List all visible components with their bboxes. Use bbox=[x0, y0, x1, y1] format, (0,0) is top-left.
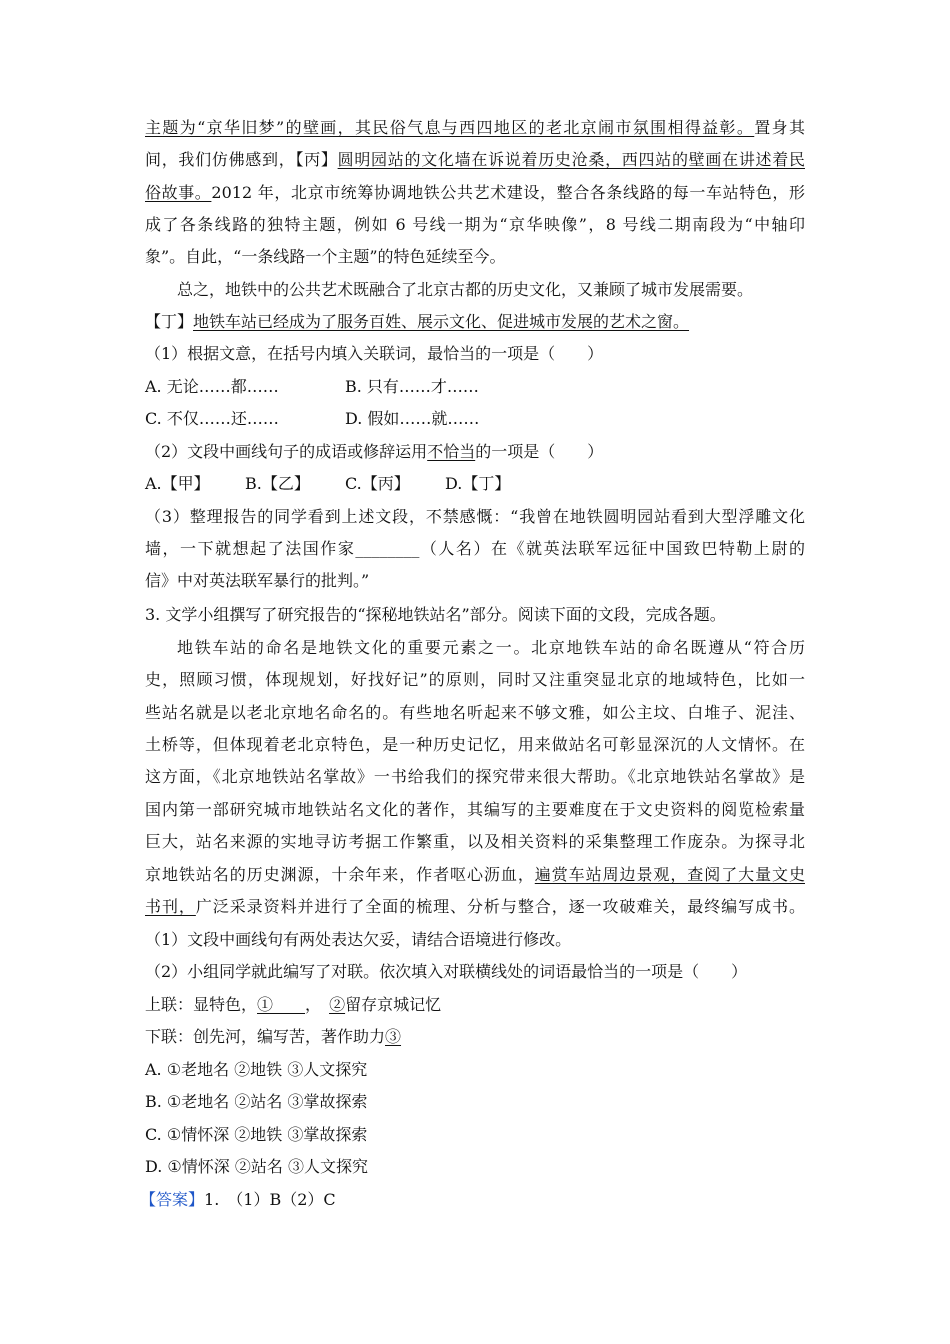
s3-line-9 bbox=[145, 896, 805, 920]
text: 京地铁站名的历史渊源，十余年来，作者呕心沥血， bbox=[145, 865, 535, 884]
option-d: D. 假如……就…… bbox=[345, 409, 480, 428]
underlined-word: 不恰当 bbox=[427, 442, 476, 461]
underlined-sentence: 主题为“京华旧梦”的壁画，其民俗气息与西四地区的老北京闹市氛围相得益彰。 bbox=[145, 118, 755, 137]
couplet-upper bbox=[145, 994, 441, 1018]
question-3-1: （1）文段中画线句有两处表达欠妥，请结合语境进行修改。 bbox=[145, 930, 572, 949]
section-3-title: 3. 文学小组撰写了研究报告的“探秘地铁站名”部分。阅读下面的文段，完成各题。 bbox=[145, 605, 726, 624]
s3-line-3: 些站名就是以老北京地名命名的。有些地名听起来不够文雅，如公主坟、白堆子、泥洼、 bbox=[145, 703, 805, 722]
s3-line-2: 史，照顾习惯，体现规划，好找好记”的原则，同时又注重突显北京的地域特色，比如一 bbox=[145, 670, 805, 689]
blank-2: ② bbox=[329, 995, 346, 1014]
question-2-stem bbox=[145, 441, 603, 465]
underlined-sentence: 地铁车站已经成为了服务百姓、展示文化、促进城市发展的艺术之窗。 bbox=[193, 312, 690, 331]
s3-line-5: 这方面，《北京地铁站名掌故》一书给我们的探究带来很大帮助。《北京地铁站名掌故》是 bbox=[145, 767, 805, 786]
s3-line-8 bbox=[145, 864, 805, 888]
question-3-line-1: （3）整理报告的同学看到上述文段，不禁感慨：“我曾在地铁圆明园站看到大型浮雕文化 bbox=[145, 507, 805, 526]
p2-line-1: 总之，地铁中的公共艺术既融合了北京古都的历史文化，又兼顾了城市发展需要。 bbox=[177, 280, 754, 299]
text: 间，我们仿佛感到，【丙】 bbox=[145, 150, 338, 169]
text: 上联：显特色， bbox=[145, 995, 258, 1014]
couplet-lower bbox=[145, 1026, 401, 1050]
option-b: B.【乙】 bbox=[245, 474, 310, 493]
answer-label: 【答案】 bbox=[140, 1190, 205, 1209]
underlined-sentence: 圆明园站的文化墙在诉说着历史沧桑，西四站的壁画在讲述着民 bbox=[337, 150, 805, 169]
option-d: D.【丁】 bbox=[445, 474, 511, 493]
p1-line-5: 象”。自此，“一条线路一个主题”的特色延续至今。 bbox=[145, 247, 506, 266]
s3-line-4: 土桥等，但体现着老北京特色，是一种历史记忆，用来做站名可彰显深沉的人文情怀。在 bbox=[145, 735, 805, 754]
s3-line-1: 地铁车站的命名是地铁文化的重要元素之一。北京地铁车站的命名既遵从“符合历 bbox=[177, 638, 805, 657]
option-c: C. 不仅……还…… bbox=[145, 409, 279, 428]
p1-line-4: 成了各条线路的独特主题，例如 6 号线一期为“京华映像”，8 号线二期南段为“中轴印 bbox=[145, 215, 805, 234]
question-3-line-3: 信》中对英法联军暴行的批判。” bbox=[145, 571, 370, 590]
question-2-options bbox=[145, 473, 510, 497]
option-c: C.【丙】 bbox=[345, 474, 410, 493]
text: 下联：创先河，编写苦，著作助力 bbox=[145, 1027, 386, 1046]
p2-line-2 bbox=[145, 311, 689, 335]
answer-line bbox=[140, 1189, 336, 1213]
blank-3: ③ bbox=[385, 1027, 402, 1046]
option-b: B. 只有……才…… bbox=[345, 377, 479, 396]
underlined-sentence: 书刊， bbox=[145, 897, 196, 916]
question-1-options-row-2 bbox=[145, 408, 479, 432]
option-a: A.【甲】 bbox=[145, 474, 210, 493]
s3-line-7: 巨大，站名来源的实地寻访考据工作繁重，以及相关资料的采集整理工作庞杂。为探寻北 bbox=[145, 832, 805, 851]
option-c: C. ①情怀深 ②地铁 ③掌故探索 bbox=[145, 1125, 368, 1144]
text: 【丁】 bbox=[145, 312, 194, 331]
option-b: B. ①老地名 ②站名 ③掌故探索 bbox=[145, 1092, 368, 1111]
question-3-2-stem: （2）小组同学就此编写了对联。依次填入对联横线处的词语最恰当的一项是（ ） bbox=[145, 962, 748, 981]
blank-1: ① bbox=[257, 995, 306, 1014]
underlined-sentence: 遍赏车站周边景观，查阅了大量文史 bbox=[534, 865, 805, 884]
s3-line-6: 国内第一部研究城市地铁站名文化的著作，其编写的主要难度在于文史资料的阅览检索量 bbox=[145, 800, 805, 819]
text: 置身其 bbox=[754, 118, 805, 137]
p1-line-3 bbox=[145, 182, 805, 206]
question-1-options-row-1 bbox=[145, 376, 479, 400]
question-1-stem: （1）根据文意，在括号内填入关联词，最恰当的一项是（ ） bbox=[145, 344, 604, 363]
option-a: A. 无论……都…… bbox=[145, 377, 279, 396]
text: （2）文段中画线句子的成语或修辞运用 bbox=[145, 442, 428, 461]
text: 广泛采录资料并进行了全面的梳理、分析与整合，逐一攻破难关，最终编写成书。 bbox=[195, 897, 805, 916]
p1-line-1 bbox=[145, 117, 805, 141]
text: ， bbox=[305, 995, 314, 1014]
text: 的一项是（ ） bbox=[475, 442, 604, 461]
underlined-sentence: 俗故事。 bbox=[145, 183, 212, 202]
p1-line-2 bbox=[145, 149, 805, 173]
option-a: A. ①老地名 ②地铁 ③人文探究 bbox=[145, 1060, 368, 1079]
text: 2012 年，北京市统筹协调地铁公共艺术建设，整合各条线路的每一车站特色，形 bbox=[211, 183, 805, 202]
text: 留存京城记忆 bbox=[345, 995, 442, 1014]
option-d: D. ①情怀深 ②站名 ③人文探究 bbox=[145, 1157, 368, 1176]
answer-text: 1. （1）B（2）C bbox=[204, 1190, 336, 1209]
question-3-line-2: 墙，一下就想起了法国作家________（人名）在《就英法联军远征中国致巴特勒上尉的 bbox=[145, 539, 805, 558]
